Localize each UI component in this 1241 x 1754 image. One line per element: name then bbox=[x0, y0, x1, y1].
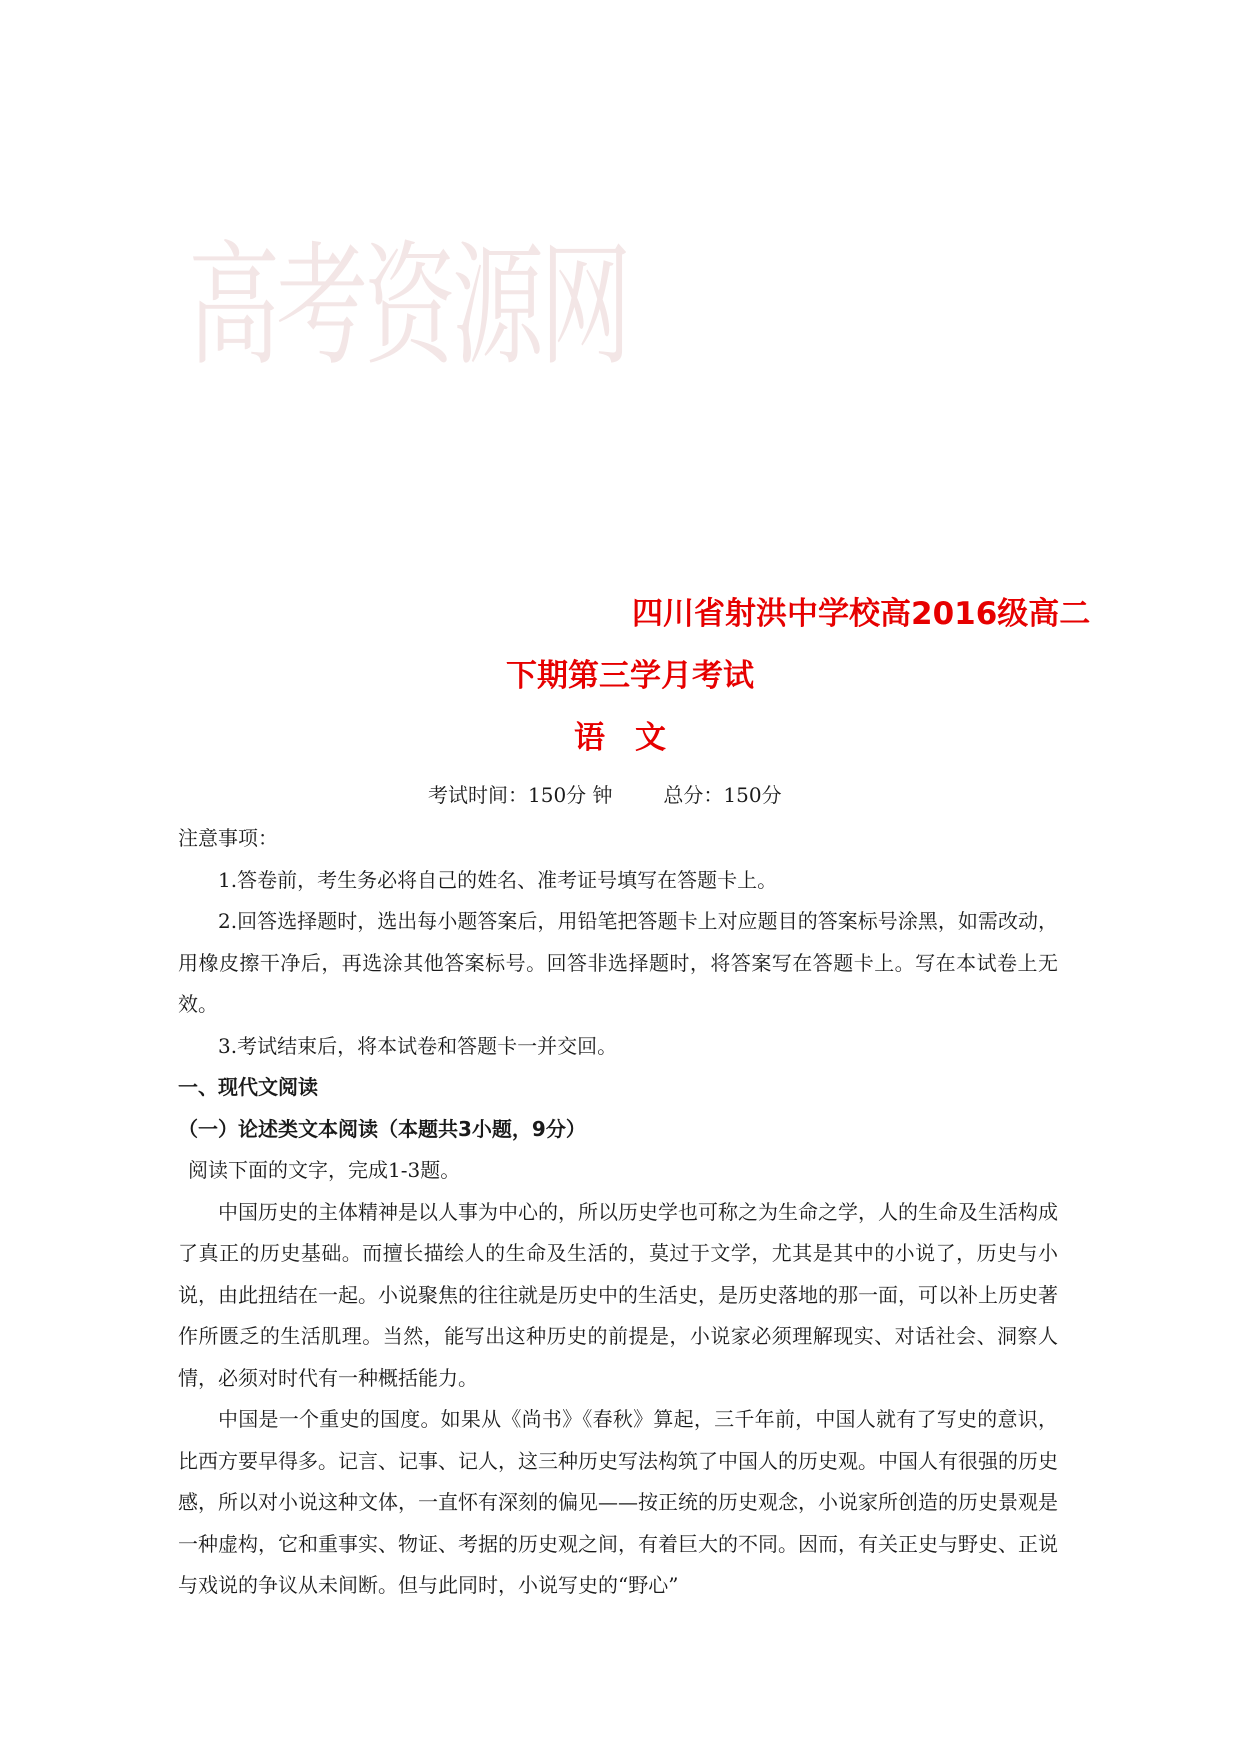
document-body bbox=[178, 818, 1058, 1607]
exam-info bbox=[428, 779, 782, 808]
passage-paragraph-2: 中国是一个重史的国度。如果从《尚书》《春秋》算起，三千年前，中国人就有了写史的意识，比西方要早得多。记言、记事、记人，这三种历史写法构筑了中国人的历史观。中国人有很强的历史感，所以对小说这种文体，一直怀有深刻的偏见——按正统的历史观念，小说家所创造的历史景观是一种虚构，它和重事实、物证、考据的历史观之间，有着巨大的不同。因而，有关正史与野史、正说与戏说的争议从未间断。但与此同时，小说写史的“野心” bbox=[178, 1407, 1058, 1597]
section-instruction: 阅读下面的文字，完成1-3题。 bbox=[188, 1158, 461, 1182]
notice-item-3: 3.考试结束后，将本试卷和答题卡一并交回。 bbox=[218, 1033, 618, 1058]
passage-paragraph-1: 中国历史的主体精神是以人事为中心的，所以历史学也可称之为生命之学，人的生命及生活构成了真正的历史基础。而擅长描绘人的生命及生活的，莫过于文学，尤其是其中的小说了，历史与小说，由此扭结在一起。小说聚焦的往往就是历史中的生活史，是历史落地的那一面，可以补上历史著作所匮乏的生活肌理。当然，能写出这种历史的前提是，小说家必须理解现实、对话社会、洞察人情，必须对时代有一种概括能力。 bbox=[178, 1199, 1058, 1390]
notice-item-1: 1.答卷前，考生务必将自己的姓名、准考证号填写在答题卡上。 bbox=[218, 867, 778, 892]
section-subheading: （一）论述类文本阅读（本题共3小题，9分） bbox=[178, 1116, 586, 1141]
notice-heading: 注意事项： bbox=[178, 826, 278, 850]
exam-title-line1: 四川省射洪中学校高2016级高二 bbox=[632, 596, 1091, 632]
watermark: 高考资源网 bbox=[188, 229, 629, 385]
subject-title: 语文 bbox=[574, 720, 696, 756]
section-heading: 一、现代文阅读 bbox=[178, 1075, 318, 1099]
total-score: 总分：150分 bbox=[663, 783, 782, 807]
exam-time: 考试时间：150分 钟 bbox=[428, 783, 613, 807]
notice-item-2: 2.回答选择题时，选出每小题答案后，用铅笔把答题卡上对应题目的答案标号涂黑，如需改动，用橡皮擦干净后，再选涂其他答案标号。回答非选择题时，将答案写在答题卡上。写在本试卷上无效。 bbox=[178, 909, 1058, 1016]
exam-title-line2: 下期第三学月考试 bbox=[506, 658, 754, 694]
